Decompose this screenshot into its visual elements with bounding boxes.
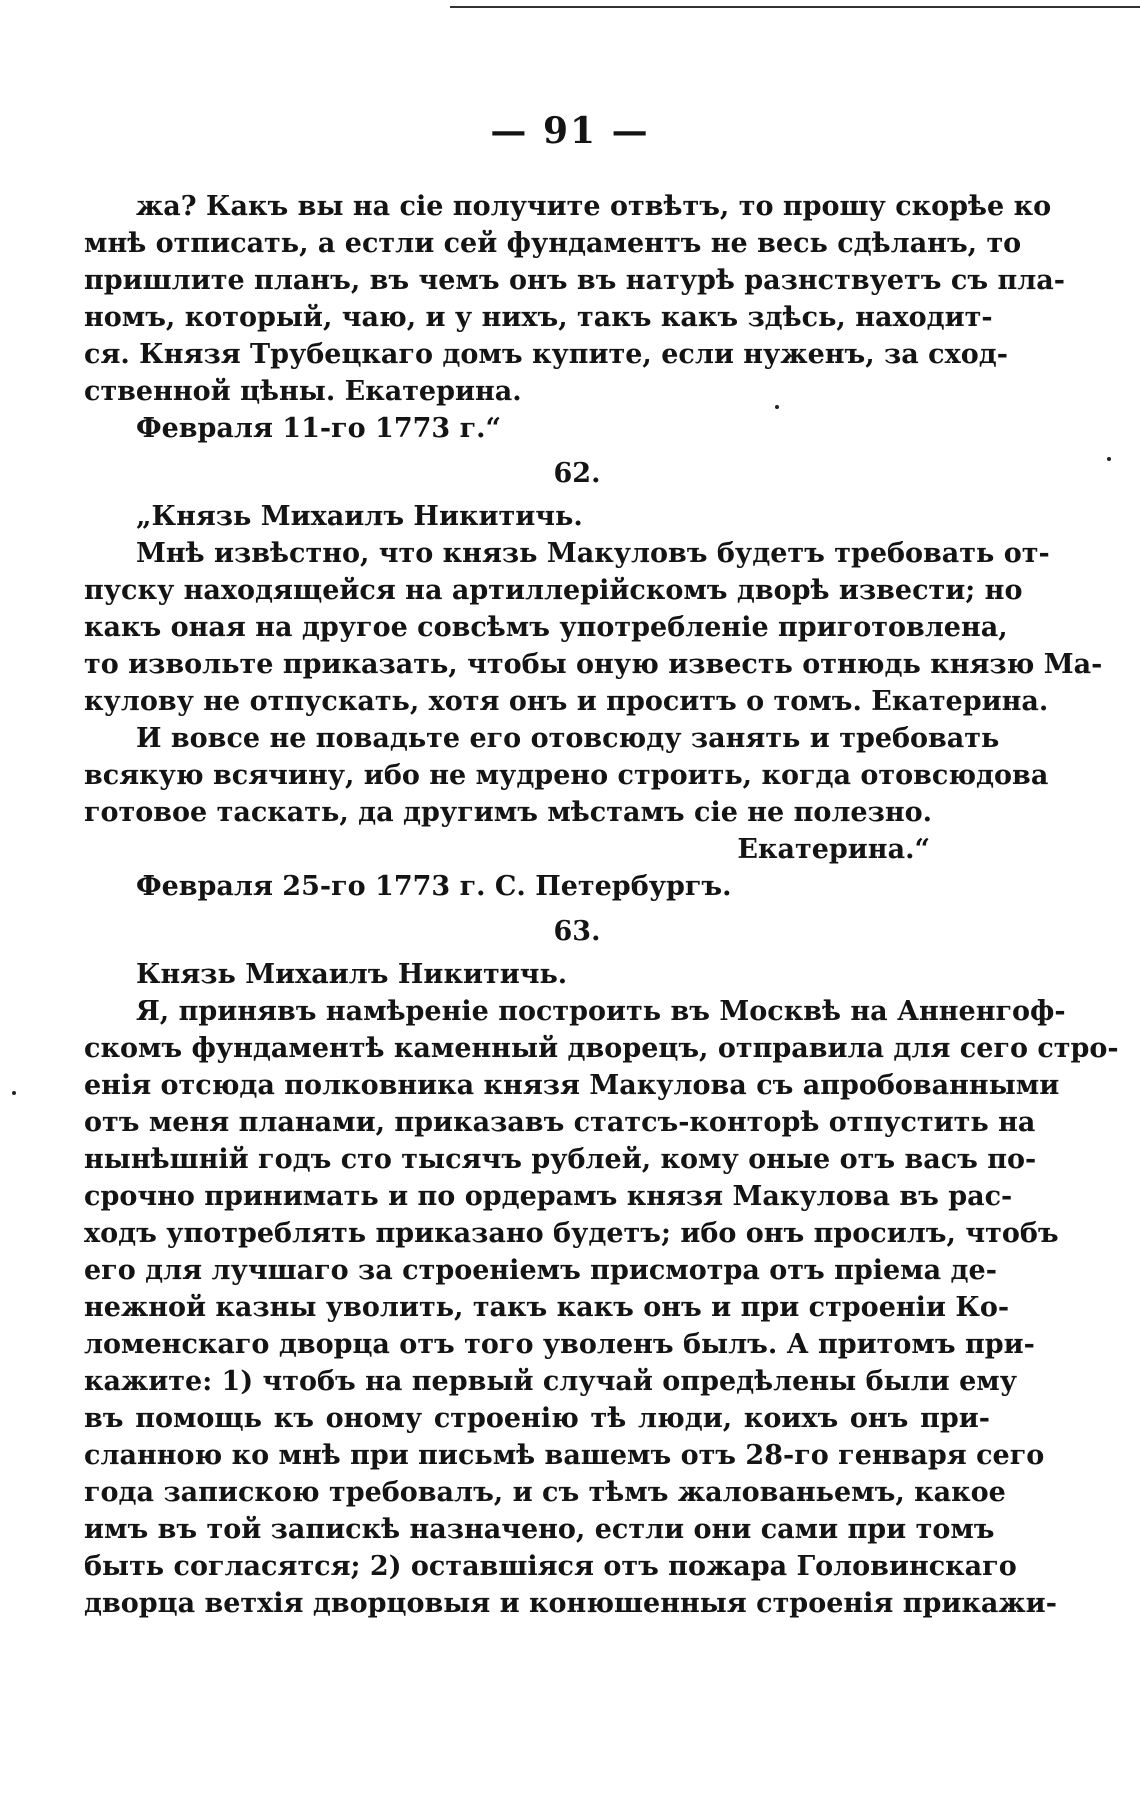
text-line: дворца ветхія дворцовыя и конюшенныя строенія прикажи-	[84, 1588, 1057, 1619]
text-line: пуску находящейся на артиллерійскомъ дворѣ извести; но	[84, 575, 1023, 606]
salutation: Князь Михаилъ Никитичь.	[136, 959, 568, 990]
scan-speck	[12, 1091, 16, 1095]
scan-speck	[1107, 457, 1111, 461]
text-line: его для лучшаго за строеніемъ присмотра отъ пріема де-	[84, 1255, 997, 1286]
text-line: сланною ко мнѣ при письмѣ вашемъ отъ 28-го генваря сего	[84, 1440, 1045, 1471]
text-line: кажите: 1) чтобъ на первый случай опредѣлены были ему	[84, 1366, 1018, 1397]
text-line: срочно принимать и по ордерамъ князя Макулова въ рас-	[84, 1181, 1013, 1212]
text-line: Я, принявъ намѣреніе построить въ Москвѣ на Анненгоф-	[136, 996, 1066, 1027]
text-line: мнѣ отписать, а естли сей фундаментъ не весь сдѣланъ, то	[84, 228, 1022, 259]
text-line: всякую всячину, ибо не мудрено строить, когда отовсюдова	[84, 760, 1049, 791]
text-line: пришлите планъ, въ чемъ онъ въ натурѣ разнствуетъ съ пла-	[84, 265, 1065, 296]
text-line: готовое таскать, да другимъ мѣстамъ сіе не полезно.	[84, 797, 933, 828]
text-line: имъ въ той запискѣ назначено, естли они сами при томъ	[84, 1514, 995, 1545]
text-line: Мнѣ извѣстно, что князь Макуловъ будетъ требовать от-	[136, 538, 1050, 569]
page-number: — 91 —	[490, 110, 650, 152]
letter-date: Февраля 25-го 1773 г. С. Петербургъ.	[136, 871, 732, 902]
text-line: нежной казны уволить, такъ какъ онъ и при строеніи Ко-	[84, 1292, 1010, 1323]
text-line: енія отсюда полковника князя Макулова съ апробованными	[84, 1070, 1060, 1101]
text-line: въ помощь къ оному строенію тѣ люди, коихъ онъ при-	[84, 1403, 990, 1434]
text-line: ломенскаго дворца отъ того уволенъ былъ. А притомъ при-	[84, 1329, 1035, 1360]
letter-number: 62.	[553, 458, 601, 489]
text-line: года запискою требовалъ, и съ тѣмъ жалованьемъ, какое	[84, 1477, 1006, 1508]
paragraph	[84, 535, 1103, 720]
text-line: кулову не отпускать, хотя онъ и проситъ о томъ. Екатерина.	[84, 686, 1049, 717]
text-line: жа? Какъ вы на сіе получите отвѣтъ, то прошу скорѣе ко	[136, 191, 1052, 222]
text-line: отъ меня планами, приказавъ статсъ-конторѣ отпустить на	[84, 1107, 1036, 1138]
text-line: быть согласятся; 2) оставшіяся отъ пожара Головинскаго	[84, 1551, 1017, 1582]
text-line: нынѣшній годъ сто тысячъ рублей, кому оные отъ васъ по-	[84, 1144, 1037, 1175]
text-line: номъ, который, чаю, и у нихъ, такъ какъ здѣсь, находит-	[84, 302, 993, 333]
top-rule	[450, 6, 1140, 8]
text-line: ственной цѣны. Екатерина.	[84, 376, 522, 407]
page-body	[84, 188, 1119, 1622]
text-line: то извольте приказать, чтобы оную известь отнюдь князю Ма-	[84, 649, 1103, 680]
salutation: „Князь Михаилъ Никитичь.	[136, 501, 583, 532]
text-line: ся. Князя Трубецкаго домъ купите, если нуженъ, за сход-	[84, 339, 1008, 370]
text-line: ходъ употреблять приказано будетъ; ибо онъ просилъ, чтобъ	[84, 1218, 1059, 1249]
text-line: скомъ фундаментѣ каменный дворецъ, отправила для сего стро-	[84, 1033, 1119, 1064]
signature: Екатерина.“	[737, 834, 930, 865]
text-line: какъ оная на другое совсѣмъ употребленіе приготовлена,	[84, 612, 1008, 643]
letter-number: 63.	[553, 916, 601, 947]
paragraph	[84, 188, 1065, 410]
letter-date: Февраля 11-го 1773 г.“	[136, 413, 502, 444]
paragraph	[84, 720, 1049, 831]
text-line: И вовсе не повадьте его отовсюду занять и требовать	[136, 723, 1000, 754]
paragraph	[84, 993, 1119, 1622]
